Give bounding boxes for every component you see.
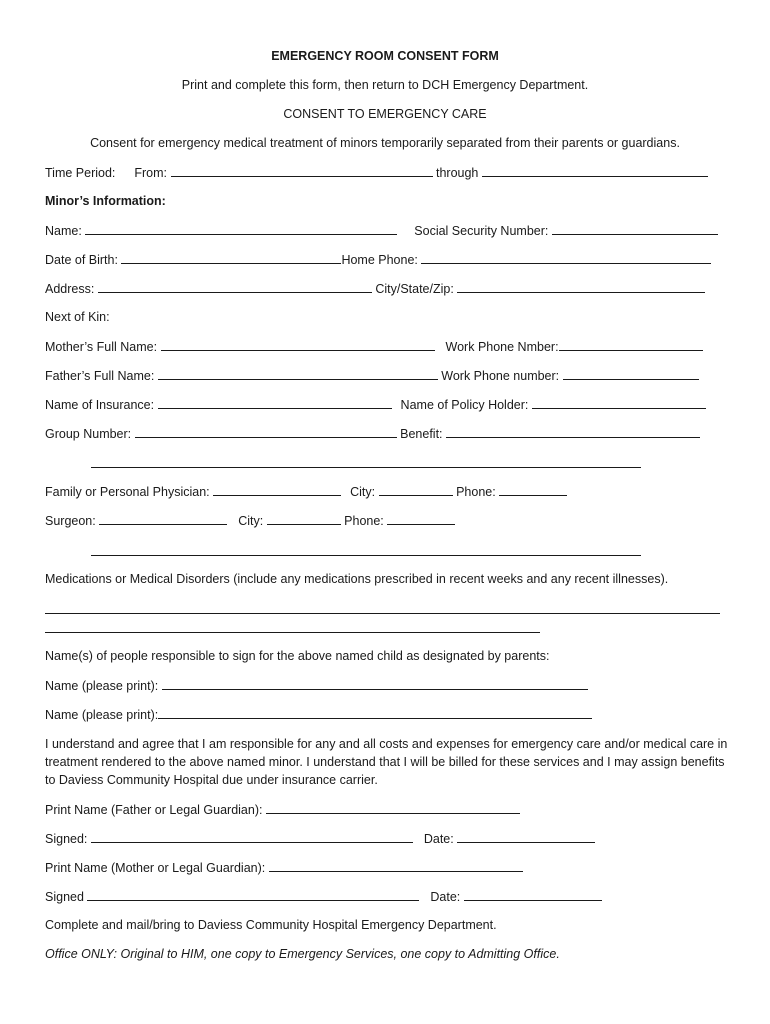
mother-work-phone-field[interactable]	[559, 338, 703, 351]
address-row	[45, 280, 705, 297]
date-label-2: Date:	[430, 890, 461, 904]
city-state-zip-field[interactable]	[457, 280, 705, 293]
ssn-field[interactable]	[552, 222, 718, 235]
dob-phone-row	[45, 251, 711, 268]
mother-name-label: Mother’s Full Name:	[45, 340, 158, 354]
separator-line	[91, 467, 641, 468]
father-name-label: Father’s Full Name:	[45, 369, 155, 383]
policy-holder-field[interactable]	[532, 396, 706, 409]
city-state-zip-label: City/State/Zip:	[375, 282, 454, 296]
surgeon-phone-label: Phone:	[344, 514, 384, 528]
physician-city-field[interactable]	[379, 483, 453, 496]
separator-line	[91, 555, 641, 556]
mother-print-row	[45, 859, 523, 876]
signed-row-1	[45, 830, 595, 847]
form-title: EMERGENCY ROOM CONSENT FORM	[271, 49, 499, 63]
mother-row	[45, 338, 703, 355]
surgeon-field[interactable]	[99, 512, 227, 525]
surgeon-city-field[interactable]	[267, 512, 341, 525]
father-name-field[interactable]	[158, 367, 438, 380]
mail-note: Complete and mail/bring to Daviess Community Hospital Emergency Department.	[45, 918, 497, 932]
time-period-label: Time Period:	[45, 166, 116, 180]
mother-work-phone-label: Work Phone Nmber:	[445, 340, 559, 354]
mother-print-field[interactable]	[269, 859, 523, 872]
medications-label: Medications or Medical Disorders (include any medications prescribed in recent weeks and any recent illnesses).	[45, 572, 669, 586]
father-work-phone-label: Work Phone number:	[441, 369, 560, 383]
physician-field[interactable]	[213, 483, 341, 496]
father-print-row	[45, 801, 520, 818]
surgeon-row	[45, 512, 455, 529]
from-label: From:	[134, 166, 168, 180]
next-of-kin-label: Next of Kin:	[45, 310, 110, 324]
father-print-field[interactable]	[266, 801, 520, 814]
name-print-row-1	[45, 677, 588, 694]
name-ssn-row	[45, 222, 718, 239]
physician-row	[45, 483, 567, 500]
insurance-row	[45, 396, 706, 413]
physician-phone-field[interactable]	[499, 483, 567, 496]
ssn-label: Social Security Number:	[414, 224, 549, 238]
home-phone-label: Home Phone:	[341, 253, 418, 267]
group-row	[45, 425, 700, 442]
name-print-field-2[interactable]	[158, 706, 592, 719]
through-date-field[interactable]	[482, 164, 708, 177]
surgeon-city-label: City:	[238, 514, 264, 528]
physician-phone-label: Phone:	[456, 485, 496, 499]
address-field[interactable]	[98, 280, 372, 293]
minor-info-heading: Minor’s Information:	[45, 194, 166, 208]
signed-row-2	[45, 888, 602, 905]
benefit-field[interactable]	[446, 425, 700, 438]
dob-label: Date of Birth:	[45, 253, 118, 267]
date-field-2[interactable]	[464, 888, 602, 901]
group-number-field[interactable]	[135, 425, 397, 438]
name-print-label-2: Name (please print):	[45, 708, 159, 722]
signature-field-1[interactable]	[91, 830, 413, 843]
mother-name-field[interactable]	[161, 338, 435, 351]
benefit-label: Benefit:	[400, 427, 443, 441]
father-work-phone-field[interactable]	[563, 367, 699, 380]
agreement-paragraph: I understand and agree that I am responsible for any and all costs and expenses for emergency care and/or medical care in treatment rendered to the above named minor. I understand that I will be billed for these services and I may assign benefits to Daviess Community Hospital due under insurance carrier.	[45, 737, 728, 787]
name-print-label-1: Name (please print):	[45, 679, 159, 693]
office-note: Office ONLY: Original to HIM, one copy to Emergency Services, one copy to Admitting Office.	[45, 947, 560, 961]
time-period-row	[45, 164, 708, 181]
date-field-1[interactable]	[457, 830, 595, 843]
group-number-label: Group Number:	[45, 427, 132, 441]
insurance-field[interactable]	[158, 396, 392, 409]
form-subtitle: CONSENT TO EMERGENCY CARE	[283, 107, 487, 121]
signed-label-2: Signed	[45, 890, 84, 904]
insurance-label: Name of Insurance:	[45, 398, 155, 412]
name-print-field-1[interactable]	[162, 677, 588, 690]
policy-holder-label: Name of Policy Holder:	[400, 398, 529, 412]
name-label: Name:	[45, 224, 82, 238]
medications-line-1[interactable]	[45, 613, 720, 614]
date-label-1: Date:	[423, 832, 454, 846]
name-print-row-2	[45, 706, 592, 723]
responsible-label: Name(s) of people responsible to sign for the above named child as designated by parents:	[45, 649, 550, 663]
home-phone-field[interactable]	[421, 251, 711, 264]
mother-print-label: Print Name (Mother or Legal Guardian):	[45, 861, 266, 875]
physician-city-label: City:	[350, 485, 376, 499]
signature-field-2[interactable]	[87, 888, 419, 901]
name-field[interactable]	[85, 222, 397, 235]
surgeon-phone-field[interactable]	[387, 512, 455, 525]
form-instructions: Print and complete this form, then return to DCH Emergency Department.	[181, 78, 589, 92]
physician-label: Family or Personal Physician:	[45, 485, 210, 499]
father-row	[45, 367, 699, 384]
signed-label-1: Signed:	[45, 832, 88, 846]
through-label: through	[435, 166, 479, 180]
from-date-field[interactable]	[171, 164, 433, 177]
father-print-label: Print Name (Father or Legal Guardian):	[45, 803, 263, 817]
address-label: Address:	[45, 282, 95, 296]
surgeon-label: Surgeon:	[45, 514, 96, 528]
medications-line-2[interactable]	[45, 632, 540, 633]
form-intro: Consent for emergency medical treatment of minors temporarily separated from their parents or guardians.	[90, 136, 680, 150]
dob-field[interactable]	[121, 251, 341, 264]
